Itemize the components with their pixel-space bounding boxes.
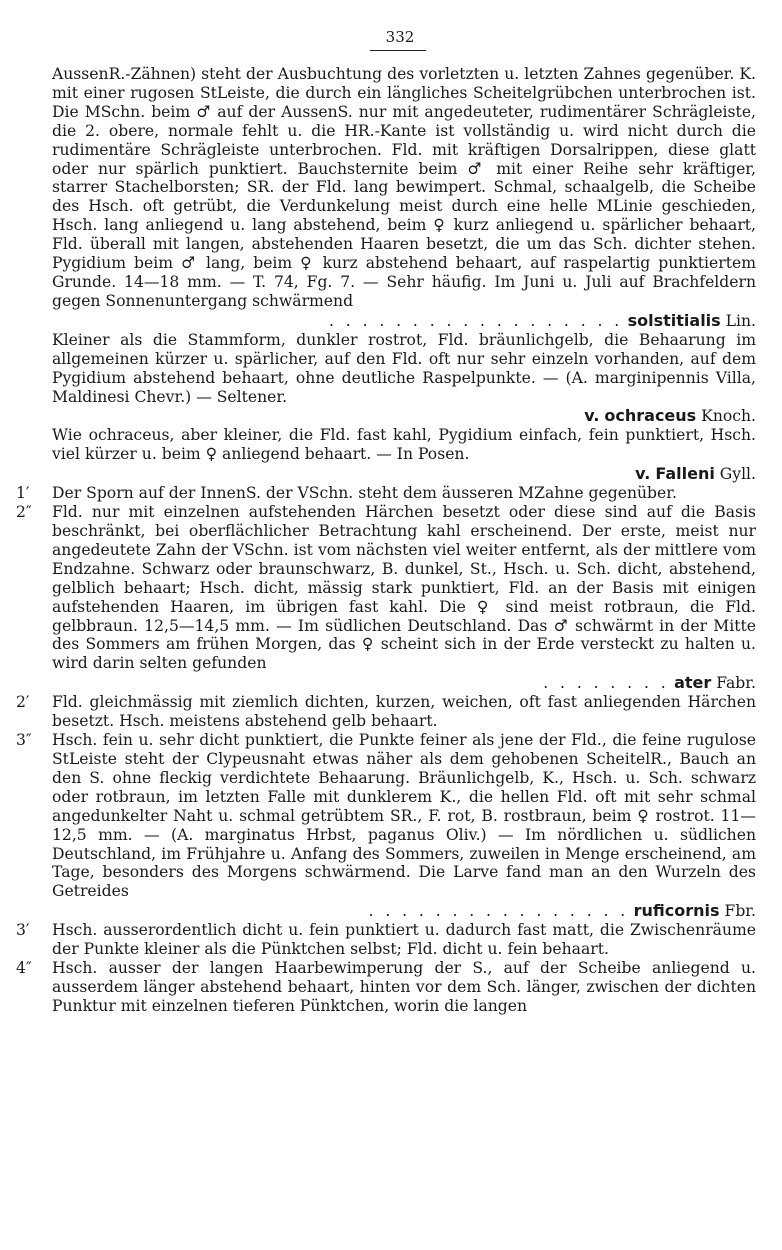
page-number: 332 — [385, 28, 415, 46]
taxon-name: ruficornis — [633, 901, 720, 921]
taxon-ater — [52, 673, 756, 693]
taxon-ruficornis — [52, 901, 756, 921]
taxon-prefix: v. — [635, 464, 651, 484]
taxon-author: Fabr. — [716, 674, 756, 693]
key-text: Fld. nur mit einzelnen aufstehenden Härchen besetzt oder diese sind auf die Basis beschränkt, bei oberflächlicher Betrachtung kahl erscheinend. Der erste, meist nur angedeutete Zahn der VSchn. ist vom nächsten viel weiter entfernt, als der mittlere vom Endzahne. Schwarz oder braunschwarz, B. dunkel, St., Hsch. u. Sch. dicht, abstehend, gelblich behaart; Hsch. dicht, mässig stark punktiert, Fld. an der Basis mit einigen aufstehenden Haaren, im übrigen fast kahl. Die ♀ sind meist rotbraun, die Fld. gelbbraun. 12,5—14,5 mm. — Im südlichen Deutschland. Das ♂ schwärmt in der Mitte des Sommers am frühen Morgen, das ♀ scheint sich in der Erde versteckt zu halten u. wird darin selten gefunden — [52, 503, 756, 673]
leader-dots: . . . . . . . . . . . . . . . . — [368, 902, 629, 921]
taxon-author: Fbr. — [724, 902, 756, 921]
taxon-author: Lin. — [725, 311, 756, 330]
key-item-1 — [16, 484, 756, 503]
key-text: Hsch. ausserordentlich dicht u. fein punktiert u. dadurch fast matt, die Zwischenräume der Punkte kleiner als die Pünktchen selbst; Fld. dicht u. fein behaart. — [52, 921, 756, 959]
paragraph-intro: AussenR.-Zähnen) steht der Ausbuchtung des vorletzten u. letzten Zahnes gegenüber. K. mit einer rugosen StLeiste, die durch ein längliches Scheitelgrübchen unterbrochen ist. Die MSchn. beim ♂ auf der AussenS. nur mit angedeuteter, rudimentärer Schrägleiste, die 2. obere, normale fehlt u. die HR.-Kante ist vollständig u. wird nicht durch die rudimentäre Schrägleiste unterbrochen. Fld. mit kräftigen Dorsalrippen, diese glatt oder nur spärlich punktiert. Bauchsternite beim ♂ mit einer Reihe sehr kräftiger, starrer Stachelborsten; SR. der Fld. lang bewimpert. Schmal, schaalgelb, die Scheibe des Hsch. oft getrübt, die Verdunkelung meist durch eine helle MLinie geschieden, Hsch. lang anliegend u. lang abstehend, beim ♀ kurz anliegend u. spärlicher behaart, Fld. überall mit langen, abstehenden Haaren besetzt, die um das Sch. dichter stehen. Pygidium beim ♂ lang, beim ♀ kurz abstehend behaart, auf raspelartig punktiertem Grunde. 14—18 mm. — T. 74, Fg. 7. — Sehr häufig. Im Juni u. Juli auf Brachfeldern gegen Sonnenuntergang schwärmend — [52, 65, 756, 310]
taxon-ochraceus — [52, 406, 756, 426]
taxon-name: solstitialis — [627, 310, 721, 330]
key-label: 2″ — [16, 503, 32, 522]
key-text: Der Sporn auf der InnenS. der VSchn. steht dem äusseren MZahne gegenüber. — [52, 484, 677, 503]
paragraph-ochraceus: Kleiner als die Stammform, dunkler rostrot, Fld. bräunlichgelb, die Behaarung im allgemeinen kürzer u. spärlicher, auf den Fld. oft nur sehr einzeln vorhanden, auf dem Pygidium abstehend behaart, ohne deutliche Raspelpunkte. — (A. marginipennis Villa, Maldinesi Chevr.) — Seltener. — [52, 330, 756, 406]
key-item-4 — [16, 731, 756, 921]
key-label: 2′ — [16, 693, 30, 712]
taxon-prefix: v. — [584, 406, 600, 426]
key-label: 4″ — [16, 959, 32, 978]
leader-dots: . . . . . . . . . . . . . . . . . . — [329, 311, 623, 330]
key-item-6 — [16, 959, 756, 1016]
page-number-rule — [370, 50, 426, 51]
taxon-name: Falleni — [655, 464, 715, 484]
taxon-name: ater — [674, 673, 712, 693]
leader-dots: . . . . . . . . — [543, 674, 670, 693]
key-text: Fld. gleichmässig mit ziemlich dichten, kurzen, weichen, oft fast anliegenden Härchen besetzt. Hsch. meistens abstehend gelb behaart. — [52, 693, 756, 731]
taxon-falleni — [52, 464, 756, 484]
key-label: 1′ — [16, 484, 30, 503]
taxon-author: Gyll. — [719, 465, 756, 484]
key-item-5 — [16, 921, 756, 959]
key-item-2 — [16, 503, 756, 693]
key-label: 3′ — [16, 921, 30, 940]
key-label: 3″ — [16, 731, 32, 750]
paragraph-falleni: Wie ochraceus, aber kleiner, die Fld. fast kahl, Pygidium einfach, fein punktiert, Hsch. viel kürzer u. beim ♀ anliegend behaart. — In Posen. — [52, 426, 756, 464]
taxon-name: ochraceus — [604, 406, 697, 426]
taxon-solstitialis — [52, 311, 756, 331]
key-text: Hsch. ausser der langen Haarbewimperung der S., auf der Scheibe anliegend u. ausserdem länger abstehend behaart, hinten vor dem Sch. länger, zwischen der dichten Punktur mit einzelnen tieferen Pünktchen, worin die langen — [52, 959, 756, 1015]
key-item-3 — [16, 693, 756, 731]
key-text: Hsch. fein u. sehr dicht punktiert, die Punkte feiner als jene der Fld., die feine rugulose StLeiste steht der Clypeusnaht etwas näher als dem gehobenen ScheitelR., Bauch an den S. ohne fleckig verdichtete Behaarung. Bräunlichgelb, K., Hsch. u. Sch. schwarz oder rotbraun, im letzten Falle mit dunklerem K., die hellen Fld. oft mit sehr schmal angedunkelter Naht u. schmal getrübtem SR., F. rot, B. rostbraun, beim ♀ rostrot. 11—12,5 mm. — (A. marginatus Hrbst, paganus Oliv.) — Im nördlichen u. südlichen Deutschland, im Frühjahre u. Anfang des Sommers, zuweilen in Menge erscheinend, am Tage, besonders des Morgens schwärmend. Die Larve fand man an den Wurzeln des Getreides — [52, 731, 756, 901]
taxon-author: Knoch. — [701, 407, 756, 426]
